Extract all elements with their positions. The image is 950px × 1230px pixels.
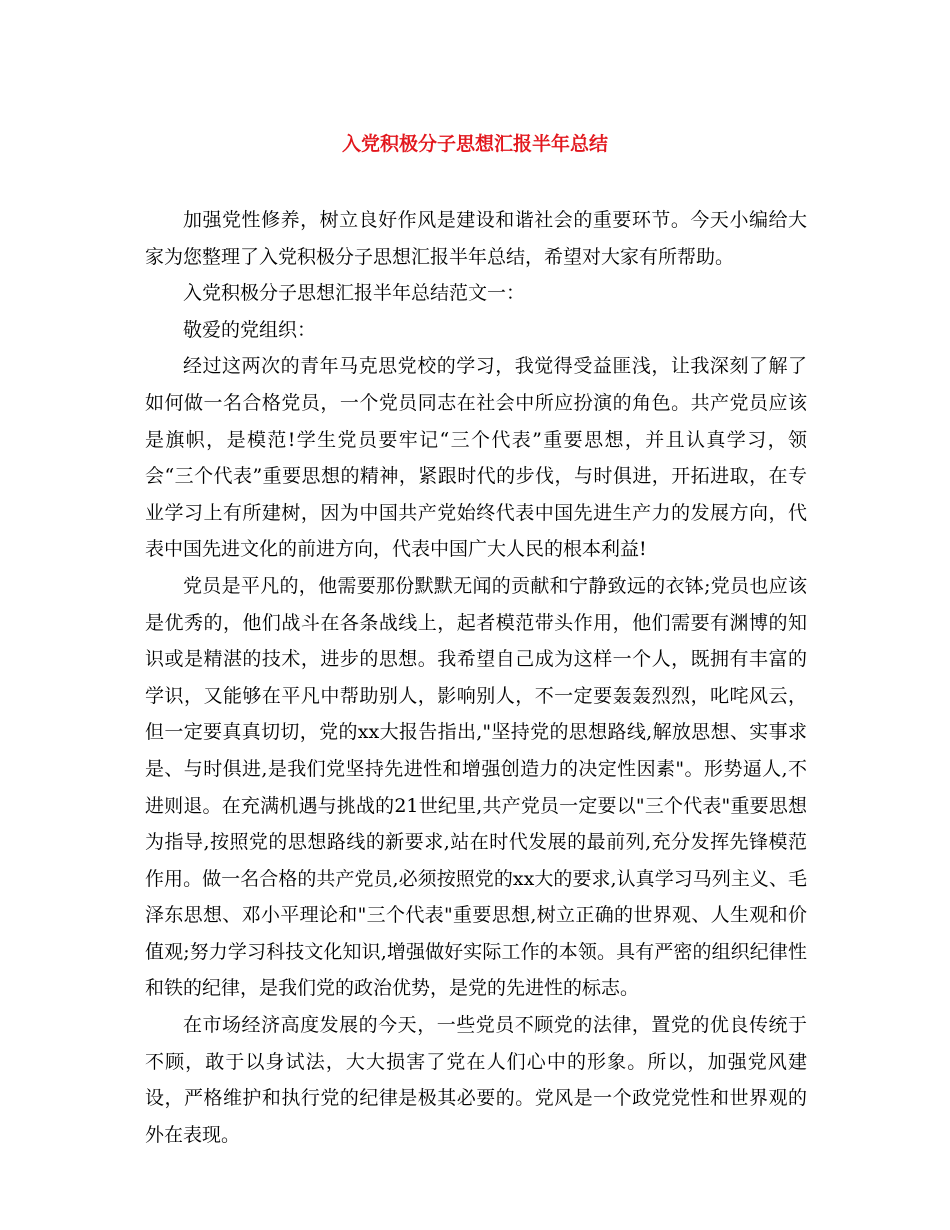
paragraph-salutation: 敬爱的党组织：	[183, 318, 317, 341]
paragraph-sample-heading: 入党积极分子思想汇报半年总结范文一：	[183, 282, 526, 305]
paragraph-body-2: 党员是平凡的，他需要那份默默无闻的贡献和宁静致远的衣钵;党员也应该是优秀的，他们战斗在各条战线上，起者模范带头作用，他们需要有渊博的知识或是精湛的技术，进步的思想。我希望自己成为这样一个人，既拥有丰富的学识，又能够在平凡中帮助别人，影响别人，不一定要轰轰烈烈，叱咤风云，但一定要真真切切，党的xx大报告指出,"坚持党的思想路线,解放思想、实事求是、与时俱进,是我们党坚持先进性和增强创造力的决定性因素"。形势逼人,不进则退。在充满机遇与挑战的21世纪里,共产党员一定要以"三个代表"重要思想为指导,按照党的思想路线的新要求,站在时代发展的最前列,充分发挥先锋模范作用。做一名合格的共产党员,必须按照党的xx大的要求,认真学习马列主义、毛泽东思想、邓小平理论和"三个代表"重要思想,树立正确的世界观、人生观和价值观;努力学习科技文化知识,增强做好实际工作的本领。具有严密的组织纪律性和铁的纪律，是我们党的政治优势，是党的先进性的标志。	[145, 574, 807, 1000]
document-body	[145, 202, 807, 1153]
paragraph-body-3: 在市场经济高度发展的今天，一些党员不顾党的法律，置党的优良传统于不顾，敢于以身试法，大大损害了党在人们心中的形象。所以，加强党风建设，严格维护和执行党的纪律是极其必要的。党风是一个政党党性和世界观的外在表现。	[145, 1014, 807, 1146]
paragraph-body-1: 经过这两次的青年马克思党校的学习，我觉得受益匪浅，让我深刻了解了如何做一名合格党员，一个党员同志在社会中所应扮演的角色。共产党员应该是旗帜，是模范!学生党员要牢记“三个代表”重要思想，并且认真学习，领会“三个代表”重要思想的精神，紧跟时代的步伐，与时俱进，开拓进取，在专业学习上有所建树，因为中国共产党始终代表中国先进生产力的发展方向，代表中国先进文化的前进方向，代表中国广大人民的根本利益!	[145, 355, 807, 561]
paragraph-intro: 加强党性修养，树立良好作风是建设和谐社会的重要环节。今天小编给大家为您整理了入党积极分子思想汇报半年总结，希望对大家有所帮助。	[145, 209, 807, 268]
document-title: 入党积极分子思想汇报半年总结	[341, 133, 608, 155]
